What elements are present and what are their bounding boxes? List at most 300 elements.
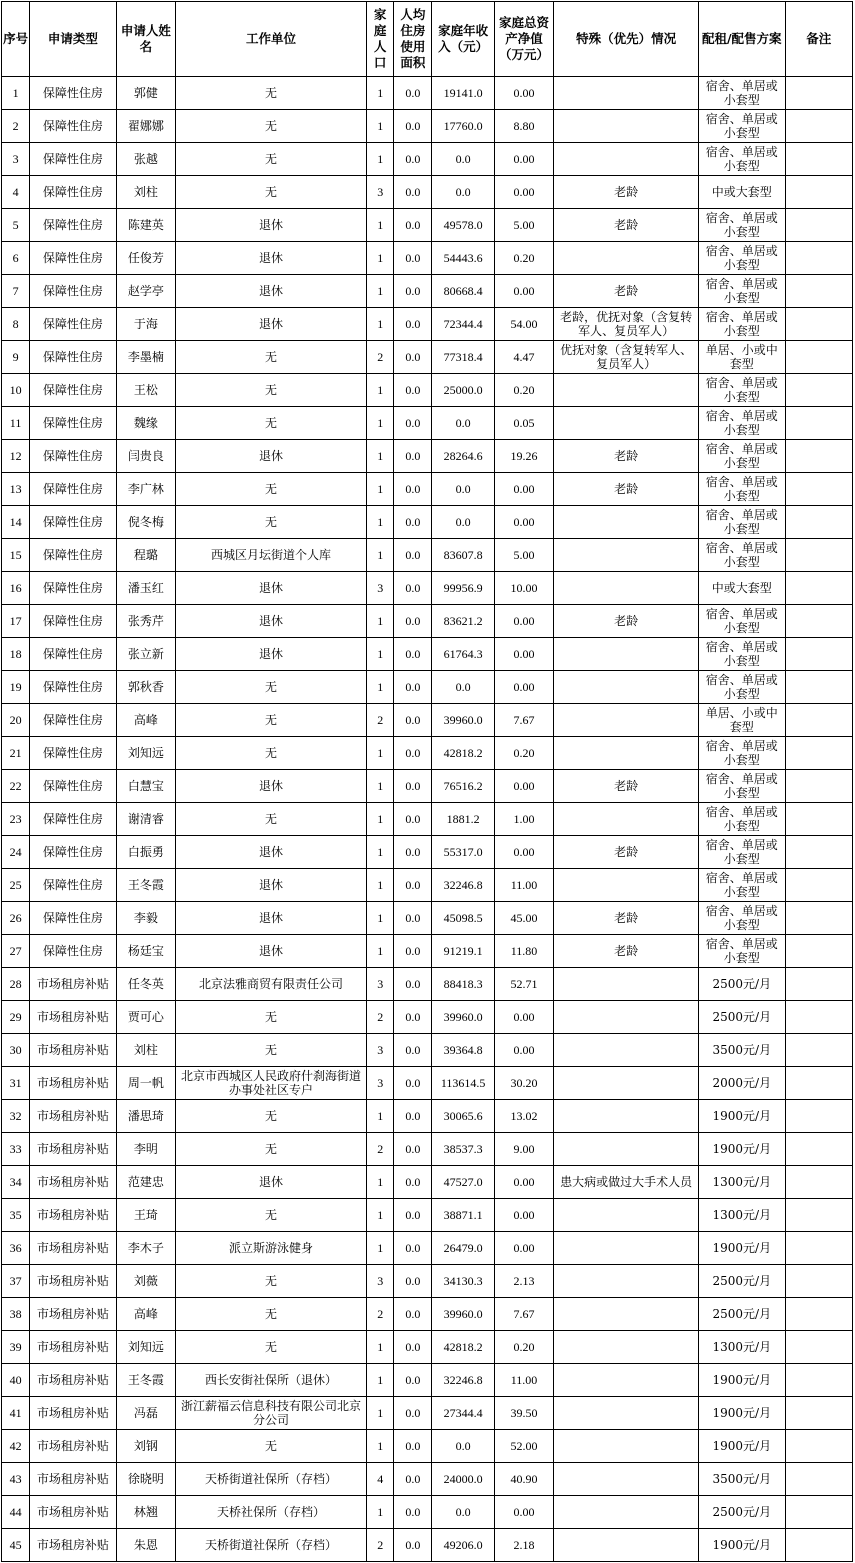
cell-annual-income: 45098.5	[432, 902, 494, 935]
header-household-size: 家庭人口	[367, 2, 394, 77]
cell-annual-income: 32246.8	[432, 1364, 494, 1397]
cell-household-size: 1	[367, 1166, 394, 1199]
cell-remarks	[785, 770, 852, 803]
cell-household-size: 3	[367, 176, 394, 209]
cell-net-assets: 0.00	[494, 1496, 553, 1529]
cell-allocation-plan: 宿舍、单居或小套型	[699, 803, 786, 836]
cell-type: 保障性住房	[30, 902, 117, 935]
cell-annual-income: 0.0	[432, 407, 494, 440]
cell-annual-income: 38537.3	[432, 1133, 494, 1166]
cell-special-status	[554, 374, 699, 407]
cell-employer: 无	[176, 1001, 367, 1034]
cell-employer: 退休	[176, 869, 367, 902]
cell-index: 10	[2, 374, 30, 407]
cell-index: 7	[2, 275, 30, 308]
cell-index: 30	[2, 1034, 30, 1067]
cell-remarks	[785, 1034, 852, 1067]
cell-annual-income: 47527.0	[432, 1166, 494, 1199]
cell-annual-income: 25000.0	[432, 374, 494, 407]
cell-household-size: 3	[367, 1034, 394, 1067]
cell-area-per-person: 0.0	[394, 1529, 432, 1562]
header-index: 序号	[2, 2, 30, 77]
cell-remarks	[785, 407, 852, 440]
cell-area-per-person: 0.0	[394, 572, 432, 605]
cell-index: 17	[2, 605, 30, 638]
cell-index: 33	[2, 1133, 30, 1166]
cell-index: 9	[2, 341, 30, 374]
cell-area-per-person: 0.0	[394, 1199, 432, 1232]
cell-annual-income: 83621.2	[432, 605, 494, 638]
cell-name: 徐晓明	[116, 1463, 175, 1496]
cell-special-status	[554, 638, 699, 671]
cell-name: 白振勇	[116, 836, 175, 869]
cell-household-size: 1	[367, 539, 394, 572]
cell-special-status: 老龄	[554, 275, 699, 308]
cell-employer: 无	[176, 803, 367, 836]
cell-net-assets: 4.47	[494, 341, 553, 374]
cell-net-assets: 0.00	[494, 275, 553, 308]
cell-net-assets: 5.00	[494, 209, 553, 242]
cell-area-per-person: 0.0	[394, 308, 432, 341]
cell-type: 保障性住房	[30, 209, 117, 242]
cell-area-per-person: 0.0	[394, 242, 432, 275]
cell-area-per-person: 0.0	[394, 1166, 432, 1199]
cell-annual-income: 39960.0	[432, 1001, 494, 1034]
cell-employer: 无	[176, 737, 367, 770]
cell-household-size: 1	[367, 737, 394, 770]
cell-household-size: 1	[367, 935, 394, 968]
cell-employer: 退休	[176, 308, 367, 341]
cell-net-assets: 9.00	[494, 1133, 553, 1166]
cell-remarks	[785, 1133, 852, 1166]
cell-type: 保障性住房	[30, 638, 117, 671]
cell-employer: 无	[176, 671, 367, 704]
cell-annual-income: 42818.2	[432, 737, 494, 770]
cell-household-size: 2	[367, 1133, 394, 1166]
cell-type: 保障性住房	[30, 572, 117, 605]
cell-name: 李毅	[116, 902, 175, 935]
cell-remarks	[785, 341, 852, 374]
cell-area-per-person: 0.0	[394, 341, 432, 374]
cell-name: 刘柱	[116, 1034, 175, 1067]
header-remarks: 备注	[785, 2, 852, 77]
cell-special-status: 老龄	[554, 176, 699, 209]
cell-allocation-plan: 宿舍、单居或小套型	[699, 770, 786, 803]
cell-special-status	[554, 242, 699, 275]
cell-name: 高峰	[116, 704, 175, 737]
cell-type: 保障性住房	[30, 770, 117, 803]
cell-type: 保障性住房	[30, 506, 117, 539]
cell-remarks	[785, 1100, 852, 1133]
cell-net-assets: 0.05	[494, 407, 553, 440]
cell-name: 张越	[116, 143, 175, 176]
table-row	[2, 869, 853, 902]
cell-household-size: 1	[367, 440, 394, 473]
cell-household-size: 2	[367, 1001, 394, 1034]
cell-name: 李明	[116, 1133, 175, 1166]
cell-allocation-plan: 单居、小或中套型	[699, 704, 786, 737]
cell-annual-income: 17760.0	[432, 110, 494, 143]
cell-name: 刘柱	[116, 176, 175, 209]
cell-name: 于海	[116, 308, 175, 341]
cell-annual-income: 76516.2	[432, 770, 494, 803]
cell-area-per-person: 0.0	[394, 1001, 432, 1034]
cell-net-assets: 0.20	[494, 374, 553, 407]
cell-net-assets: 0.00	[494, 605, 553, 638]
cell-special-status	[554, 572, 699, 605]
cell-annual-income: 24000.0	[432, 1463, 494, 1496]
cell-net-assets: 0.00	[494, 770, 553, 803]
cell-allocation-plan: 宿舍、单居或小套型	[699, 374, 786, 407]
cell-employer: 无	[176, 77, 367, 110]
cell-household-size: 3	[367, 1265, 394, 1298]
cell-remarks	[785, 374, 852, 407]
cell-allocation-plan: 2500元/月	[699, 1496, 786, 1529]
cell-employer: 退休	[176, 935, 367, 968]
cell-area-per-person: 0.0	[394, 1298, 432, 1331]
cell-annual-income: 61764.3	[432, 638, 494, 671]
cell-area-per-person: 0.0	[394, 770, 432, 803]
cell-remarks	[785, 1331, 852, 1364]
cell-name: 张秀芹	[116, 605, 175, 638]
table-row	[2, 341, 853, 374]
cell-special-status: 老龄	[554, 209, 699, 242]
cell-special-status	[554, 1265, 699, 1298]
cell-area-per-person: 0.0	[394, 143, 432, 176]
cell-allocation-plan: 宿舍、单居或小套型	[699, 275, 786, 308]
table-row	[2, 902, 853, 935]
cell-name: 程璐	[116, 539, 175, 572]
cell-area-per-person: 0.0	[394, 1133, 432, 1166]
cell-type: 市场租房补贴	[30, 1100, 117, 1133]
cell-allocation-plan: 2500元/月	[699, 968, 786, 1001]
cell-household-size: 3	[367, 1067, 394, 1100]
cell-remarks	[785, 176, 852, 209]
cell-annual-income: 91219.1	[432, 935, 494, 968]
cell-household-size: 1	[367, 1331, 394, 1364]
table-row	[2, 308, 853, 341]
cell-index: 41	[2, 1397, 30, 1430]
cell-type: 保障性住房	[30, 341, 117, 374]
cell-remarks	[785, 1496, 852, 1529]
cell-employer: 退休	[176, 572, 367, 605]
cell-allocation-plan: 3500元/月	[699, 1463, 786, 1496]
cell-household-size: 1	[367, 836, 394, 869]
cell-net-assets: 0.00	[494, 638, 553, 671]
cell-type: 保障性住房	[30, 704, 117, 737]
cell-remarks	[785, 902, 852, 935]
cell-net-assets: 10.00	[494, 572, 553, 605]
cell-remarks	[785, 1529, 852, 1562]
cell-annual-income: 42818.2	[432, 1331, 494, 1364]
cell-allocation-plan: 单居、小或中套型	[699, 341, 786, 374]
cell-household-size: 1	[367, 1100, 394, 1133]
cell-area-per-person: 0.0	[394, 374, 432, 407]
cell-type: 保障性住房	[30, 803, 117, 836]
cell-employer: 无	[176, 704, 367, 737]
cell-employer: 西长安街社保所（退休）	[176, 1364, 367, 1397]
cell-name: 魏缘	[116, 407, 175, 440]
cell-net-assets: 54.00	[494, 308, 553, 341]
cell-household-size: 1	[367, 869, 394, 902]
cell-allocation-plan: 宿舍、单居或小套型	[699, 473, 786, 506]
table-row	[2, 1430, 853, 1463]
cell-household-size: 2	[367, 1298, 394, 1331]
cell-employer: 无	[176, 1331, 367, 1364]
header-type: 申请类型	[30, 2, 117, 77]
cell-annual-income: 54443.6	[432, 242, 494, 275]
cell-name: 冯磊	[116, 1397, 175, 1430]
cell-type: 市场租房补贴	[30, 968, 117, 1001]
cell-allocation-plan: 1300元/月	[699, 1166, 786, 1199]
cell-annual-income: 99956.9	[432, 572, 494, 605]
cell-allocation-plan: 宿舍、单居或小套型	[699, 242, 786, 275]
cell-index: 19	[2, 671, 30, 704]
cell-index: 43	[2, 1463, 30, 1496]
cell-employer: 无	[176, 1265, 367, 1298]
cell-remarks	[785, 605, 852, 638]
cell-net-assets: 52.00	[494, 1430, 553, 1463]
cell-type: 市场租房补贴	[30, 1199, 117, 1232]
cell-name: 范建忠	[116, 1166, 175, 1199]
cell-type: 市场租房补贴	[30, 1298, 117, 1331]
cell-net-assets: 0.00	[494, 836, 553, 869]
cell-remarks	[785, 836, 852, 869]
cell-special-status	[554, 1100, 699, 1133]
cell-name: 王冬霞	[116, 1364, 175, 1397]
cell-area-per-person: 0.0	[394, 704, 432, 737]
cell-area-per-person: 0.0	[394, 506, 432, 539]
cell-type: 保障性住房	[30, 176, 117, 209]
cell-household-size: 1	[367, 407, 394, 440]
cell-special-status	[554, 506, 699, 539]
cell-type: 市场租房补贴	[30, 1001, 117, 1034]
cell-employer: 无	[176, 143, 367, 176]
cell-household-size: 2	[367, 1529, 394, 1562]
cell-special-status: 老龄	[554, 440, 699, 473]
cell-special-status: 老龄	[554, 605, 699, 638]
cell-index: 15	[2, 539, 30, 572]
cell-household-size: 1	[367, 308, 394, 341]
cell-index: 11	[2, 407, 30, 440]
cell-type: 市场租房补贴	[30, 1364, 117, 1397]
cell-index: 21	[2, 737, 30, 770]
cell-household-size: 1	[367, 275, 394, 308]
table-row	[2, 374, 853, 407]
cell-name: 王冬霞	[116, 869, 175, 902]
cell-area-per-person: 0.0	[394, 902, 432, 935]
cell-name: 闫贵良	[116, 440, 175, 473]
table-row	[2, 1067, 853, 1100]
cell-net-assets: 0.20	[494, 1331, 553, 1364]
cell-index: 44	[2, 1496, 30, 1529]
cell-net-assets: 11.00	[494, 869, 553, 902]
cell-special-status	[554, 1298, 699, 1331]
cell-allocation-plan: 1300元/月	[699, 1331, 786, 1364]
cell-household-size: 1	[367, 1496, 394, 1529]
cell-annual-income: 39960.0	[432, 1298, 494, 1331]
cell-remarks	[785, 935, 852, 968]
cell-special-status: 患大病或做过大手术人员	[554, 1166, 699, 1199]
cell-remarks	[785, 1232, 852, 1265]
cell-remarks	[785, 1397, 852, 1430]
cell-remarks	[785, 869, 852, 902]
table-row	[2, 407, 853, 440]
cell-type: 市场租房补贴	[30, 1496, 117, 1529]
table-row	[2, 803, 853, 836]
cell-area-per-person: 0.0	[394, 77, 432, 110]
cell-remarks	[785, 1001, 852, 1034]
table-row	[2, 143, 853, 176]
cell-type: 保障性住房	[30, 143, 117, 176]
header-area-per-person: 人均住房使用面积	[394, 2, 432, 77]
cell-name: 李木子	[116, 1232, 175, 1265]
cell-area-per-person: 0.0	[394, 473, 432, 506]
cell-net-assets: 45.00	[494, 902, 553, 935]
cell-index: 25	[2, 869, 30, 902]
cell-household-size: 1	[367, 473, 394, 506]
cell-net-assets: 11.80	[494, 935, 553, 968]
cell-name: 周一帆	[116, 1067, 175, 1100]
cell-type: 保障性住房	[30, 869, 117, 902]
cell-type: 保障性住房	[30, 308, 117, 341]
cell-area-per-person: 0.0	[394, 110, 432, 143]
cell-special-status: 老龄	[554, 473, 699, 506]
cell-annual-income: 49578.0	[432, 209, 494, 242]
cell-type: 市场租房补贴	[30, 1265, 117, 1298]
cell-type: 保障性住房	[30, 407, 117, 440]
table-row	[2, 1331, 853, 1364]
table-row	[2, 1166, 853, 1199]
cell-area-per-person: 0.0	[394, 1496, 432, 1529]
cell-name: 朱恩	[116, 1529, 175, 1562]
cell-employer: 浙江薪福云信息科技有限公司北京分公司	[176, 1397, 367, 1430]
cell-name: 倪冬梅	[116, 506, 175, 539]
cell-index: 42	[2, 1430, 30, 1463]
cell-employer: 退休	[176, 440, 367, 473]
cell-allocation-plan: 宿舍、单居或小套型	[699, 902, 786, 935]
cell-employer: 退休	[176, 209, 367, 242]
header-net-assets: 家庭总资产净值（万元）	[494, 2, 553, 77]
cell-remarks	[785, 704, 852, 737]
cell-special-status	[554, 77, 699, 110]
cell-remarks	[785, 209, 852, 242]
cell-remarks	[785, 803, 852, 836]
cell-type: 保障性住房	[30, 836, 117, 869]
cell-special-status	[554, 1364, 699, 1397]
cell-employer: 无	[176, 407, 367, 440]
cell-special-status	[554, 671, 699, 704]
cell-area-per-person: 0.0	[394, 209, 432, 242]
cell-net-assets: 13.02	[494, 1100, 553, 1133]
cell-employer: 无	[176, 374, 367, 407]
cell-remarks	[785, 308, 852, 341]
cell-index: 5	[2, 209, 30, 242]
cell-annual-income: 34130.3	[432, 1265, 494, 1298]
cell-remarks	[785, 638, 852, 671]
cell-index: 18	[2, 638, 30, 671]
cell-allocation-plan: 中或大套型	[699, 176, 786, 209]
cell-household-size: 2	[367, 341, 394, 374]
cell-index: 29	[2, 1001, 30, 1034]
cell-area-per-person: 0.0	[394, 836, 432, 869]
cell-household-size: 2	[367, 704, 394, 737]
cell-area-per-person: 0.0	[394, 440, 432, 473]
cell-index: 20	[2, 704, 30, 737]
cell-type: 保障性住房	[30, 737, 117, 770]
cell-remarks	[785, 737, 852, 770]
cell-index: 27	[2, 935, 30, 968]
cell-index: 35	[2, 1199, 30, 1232]
cell-special-status	[554, 1397, 699, 1430]
cell-index: 31	[2, 1067, 30, 1100]
cell-area-per-person: 0.0	[394, 935, 432, 968]
cell-annual-income: 1881.2	[432, 803, 494, 836]
table-row	[2, 737, 853, 770]
cell-net-assets: 11.00	[494, 1364, 553, 1397]
cell-name: 赵学亭	[116, 275, 175, 308]
cell-area-per-person: 0.0	[394, 1232, 432, 1265]
cell-index: 34	[2, 1166, 30, 1199]
cell-index: 36	[2, 1232, 30, 1265]
cell-type: 保障性住房	[30, 275, 117, 308]
cell-household-size: 1	[367, 77, 394, 110]
cell-allocation-plan: 宿舍、单居或小套型	[699, 308, 786, 341]
cell-special-status	[554, 1331, 699, 1364]
table-row	[2, 1001, 853, 1034]
cell-index: 22	[2, 770, 30, 803]
table-row	[2, 209, 853, 242]
cell-special-status	[554, 1430, 699, 1463]
cell-annual-income: 80668.4	[432, 275, 494, 308]
cell-employer: 无	[176, 176, 367, 209]
cell-household-size: 1	[367, 638, 394, 671]
cell-special-status	[554, 110, 699, 143]
cell-net-assets: 40.90	[494, 1463, 553, 1496]
cell-remarks	[785, 1166, 852, 1199]
cell-household-size: 1	[367, 605, 394, 638]
cell-type: 市场租房补贴	[30, 1331, 117, 1364]
cell-employer: 退休	[176, 1166, 367, 1199]
cell-allocation-plan: 宿舍、单居或小套型	[699, 638, 786, 671]
cell-name: 刘知远	[116, 1331, 175, 1364]
table-row	[2, 935, 853, 968]
cell-annual-income: 88418.3	[432, 968, 494, 1001]
cell-area-per-person: 0.0	[394, 1100, 432, 1133]
cell-type: 保障性住房	[30, 374, 117, 407]
cell-employer: 无	[176, 473, 367, 506]
header-annual-income: 家庭年收入（元）	[432, 2, 494, 77]
cell-annual-income: 55317.0	[432, 836, 494, 869]
table-row	[2, 1298, 853, 1331]
cell-household-size: 1	[367, 1364, 394, 1397]
cell-area-per-person: 0.0	[394, 803, 432, 836]
cell-remarks	[785, 506, 852, 539]
cell-annual-income: 32246.8	[432, 869, 494, 902]
cell-area-per-person: 0.0	[394, 1265, 432, 1298]
cell-area-per-person: 0.0	[394, 638, 432, 671]
cell-annual-income: 72344.4	[432, 308, 494, 341]
cell-area-per-person: 0.0	[394, 176, 432, 209]
cell-type: 市场租房补贴	[30, 1232, 117, 1265]
table-row	[2, 1232, 853, 1265]
cell-net-assets: 5.00	[494, 539, 553, 572]
cell-name: 郭秋香	[116, 671, 175, 704]
cell-special-status	[554, 803, 699, 836]
cell-special-status	[554, 869, 699, 902]
table-row	[2, 1496, 853, 1529]
cell-name: 杨廷宝	[116, 935, 175, 968]
